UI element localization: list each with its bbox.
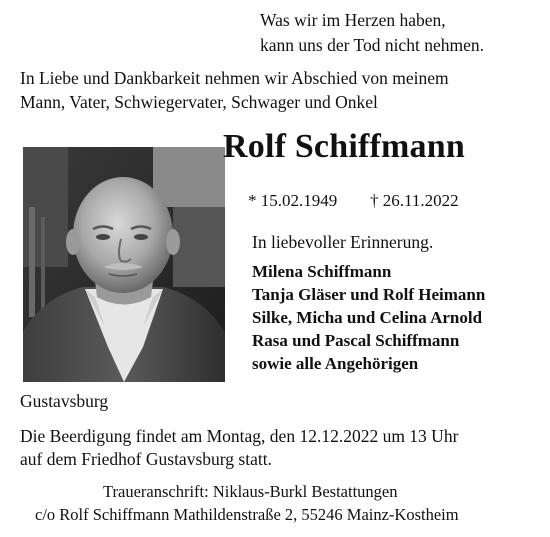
deceased-name: Rolf Schiffmann — [223, 128, 465, 165]
mourner-name: Silke, Micha und Celina Arnold — [252, 308, 483, 327]
motto-line-1: Was wir im Herzen haben, — [260, 10, 446, 30]
intro-line-1: In Liebe und Dankbarkeit nehmen wir Abschied von meinem — [20, 68, 449, 88]
death-date: † 26.11.2022 — [370, 191, 459, 210]
funeral-info-line-1: Die Beerdigung findet am Montag, den 12.12.2022 um 13 Uhr — [20, 426, 459, 446]
mourning-address-line-2: c/o Rolf Schiffmann Mathildenstraße 2, 55246 Mainz-Kostheim — [35, 505, 459, 524]
motto-line-2: kann uns der Tod nicht nehmen. — [260, 35, 484, 55]
remembrance-line: In liebevoller Erinnerung. — [252, 232, 434, 252]
mourner-name: Milena Schiffmann — [252, 262, 392, 281]
portrait-photo — [23, 147, 225, 382]
place-name: Gustavsburg — [20, 391, 109, 411]
intro-line-2: Mann, Vater, Schwiegervater, Schwager und Onkel — [20, 92, 378, 112]
mourner-name: Tanja Gläser und Rolf Heimann — [252, 285, 486, 304]
mourner-name: sowie alle Angehörigen — [252, 354, 419, 373]
mourner-name: Rasa und Pascal Schiffmann — [252, 331, 460, 350]
mourning-address-line-1: Traueranschrift: Niklaus-Burkl Bestattungen — [103, 482, 398, 501]
funeral-info-line-2: auf dem Friedhof Gustavsburg statt. — [20, 449, 272, 469]
birth-date: * 15.02.1949 — [248, 191, 338, 210]
